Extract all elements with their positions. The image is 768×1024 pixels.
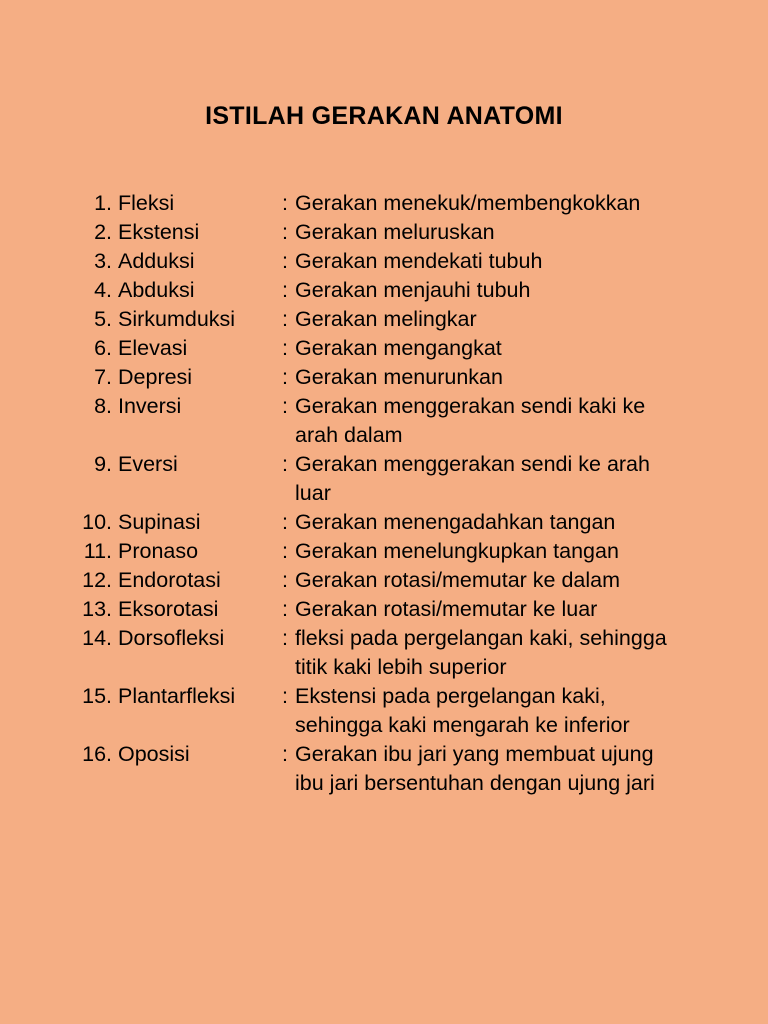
item-colon: : xyxy=(282,278,288,302)
item-colon: : xyxy=(282,307,288,331)
item-number: 15. xyxy=(82,684,112,708)
definition-line: Gerakan melingkar xyxy=(295,307,477,331)
definition-line: arah dalam xyxy=(295,423,403,447)
definition-line: Gerakan mendekati tubuh xyxy=(295,249,543,273)
item-definition xyxy=(295,305,695,334)
item-colon: : xyxy=(282,684,288,708)
item-colon: : xyxy=(282,336,288,360)
item-colon: : xyxy=(282,365,288,389)
item-colon: : xyxy=(282,220,288,244)
item-term: Abduksi xyxy=(118,278,195,302)
item-definition xyxy=(295,247,695,276)
list-item xyxy=(0,537,768,566)
item-definition xyxy=(295,276,695,305)
item-term: Supinasi xyxy=(118,510,201,534)
list-item xyxy=(0,189,768,218)
list-item xyxy=(0,276,768,305)
list-item xyxy=(0,363,768,392)
item-term: Adduksi xyxy=(118,249,195,273)
item-number: 9. xyxy=(94,452,112,476)
item-term: Dorsofleksi xyxy=(118,626,225,650)
item-term: Sirkumduksi xyxy=(118,307,236,331)
item-definition xyxy=(295,595,695,624)
list-item xyxy=(0,334,768,363)
item-number: 12. xyxy=(82,568,112,592)
definition-line: Gerakan meluruskan xyxy=(295,220,495,244)
list-item xyxy=(0,682,768,740)
definition-line: Gerakan menekuk/membengkokkan xyxy=(295,191,641,215)
item-number: 6. xyxy=(94,336,112,360)
definition-line: Gerakan menengadahkan tangan xyxy=(295,510,616,534)
list-item xyxy=(0,740,768,798)
item-term: Eversi xyxy=(118,452,178,476)
item-colon: : xyxy=(282,191,288,215)
definition-line: Gerakan rotasi/memutar ke dalam xyxy=(295,568,621,592)
definition-line: fleksi pada pergelangan kaki, sehingga xyxy=(295,626,667,650)
item-definition xyxy=(295,566,695,595)
terms-list xyxy=(0,189,768,798)
item-term: Ekstensi xyxy=(118,220,200,244)
item-term: Inversi xyxy=(118,394,182,418)
list-item xyxy=(0,508,768,537)
list-item xyxy=(0,624,768,682)
list-item xyxy=(0,247,768,276)
item-definition xyxy=(295,218,695,247)
item-number: 1. xyxy=(94,191,112,215)
definition-line: titik kaki lebih superior xyxy=(295,655,507,679)
item-term: Oposisi xyxy=(118,742,190,766)
item-definition xyxy=(295,508,695,537)
item-definition xyxy=(295,392,695,450)
item-number: 3. xyxy=(94,249,112,273)
list-item xyxy=(0,218,768,247)
definition-line: Gerakan menelungkupkan tangan xyxy=(295,539,619,563)
definition-line: ibu jari bersentuhan dengan ujung jari xyxy=(295,771,655,795)
list-item xyxy=(0,566,768,595)
item-number: 13. xyxy=(82,597,112,621)
item-colon: : xyxy=(282,539,288,563)
item-colon: : xyxy=(282,394,288,418)
item-term: Eksorotasi xyxy=(118,597,219,621)
item-number: 5. xyxy=(94,307,112,331)
item-definition xyxy=(295,363,695,392)
item-term: Elevasi xyxy=(118,336,188,360)
item-number: 11. xyxy=(83,539,112,563)
item-definition xyxy=(295,682,695,740)
item-colon: : xyxy=(282,626,288,650)
list-item xyxy=(0,305,768,334)
list-item xyxy=(0,392,768,450)
item-colon: : xyxy=(282,249,288,273)
list-item xyxy=(0,450,768,508)
item-definition xyxy=(295,334,695,363)
item-term: Depresi xyxy=(118,365,193,389)
definition-line: sehingga kaki mengarah ke inferior xyxy=(295,713,630,737)
definition-line: Gerakan menggerakan sendi ke arah xyxy=(295,452,650,476)
item-definition xyxy=(295,537,695,566)
list-item xyxy=(0,595,768,624)
item-number: 14. xyxy=(82,626,112,650)
item-number: 16. xyxy=(82,742,112,766)
item-number: 8. xyxy=(94,394,112,418)
item-number: 2. xyxy=(94,220,112,244)
item-term: Plantarfleksi xyxy=(118,684,236,708)
item-number: 4. xyxy=(94,278,112,302)
definition-line: Gerakan menjauhi tubuh xyxy=(295,278,531,302)
definition-line: Gerakan rotasi/memutar ke luar xyxy=(295,597,598,621)
item-term: Endorotasi xyxy=(118,568,221,592)
definition-line: Gerakan mengangkat xyxy=(295,336,502,360)
item-definition xyxy=(295,740,695,798)
item-definition xyxy=(295,189,695,218)
definition-line: luar xyxy=(295,481,331,505)
item-colon: : xyxy=(282,510,288,534)
item-term: Pronaso xyxy=(118,539,199,563)
item-colon: : xyxy=(282,742,288,766)
item-colon: : xyxy=(282,568,288,592)
item-definition xyxy=(295,624,695,682)
definition-line: Gerakan ibu jari yang membuat ujung xyxy=(295,742,654,766)
definition-line: Gerakan menurunkan xyxy=(295,365,503,389)
item-colon: : xyxy=(282,452,288,476)
definition-line: Ekstensi pada pergelangan kaki, xyxy=(295,684,606,708)
item-number: 7. xyxy=(94,365,112,389)
page-title: ISTILAH GERAKAN ANATOMI xyxy=(205,102,563,130)
item-term: Fleksi xyxy=(118,191,175,215)
definition-line: Gerakan menggerakan sendi kaki ke xyxy=(295,394,646,418)
item-colon: : xyxy=(282,597,288,621)
item-number: 10. xyxy=(82,510,112,534)
item-definition xyxy=(295,450,695,508)
